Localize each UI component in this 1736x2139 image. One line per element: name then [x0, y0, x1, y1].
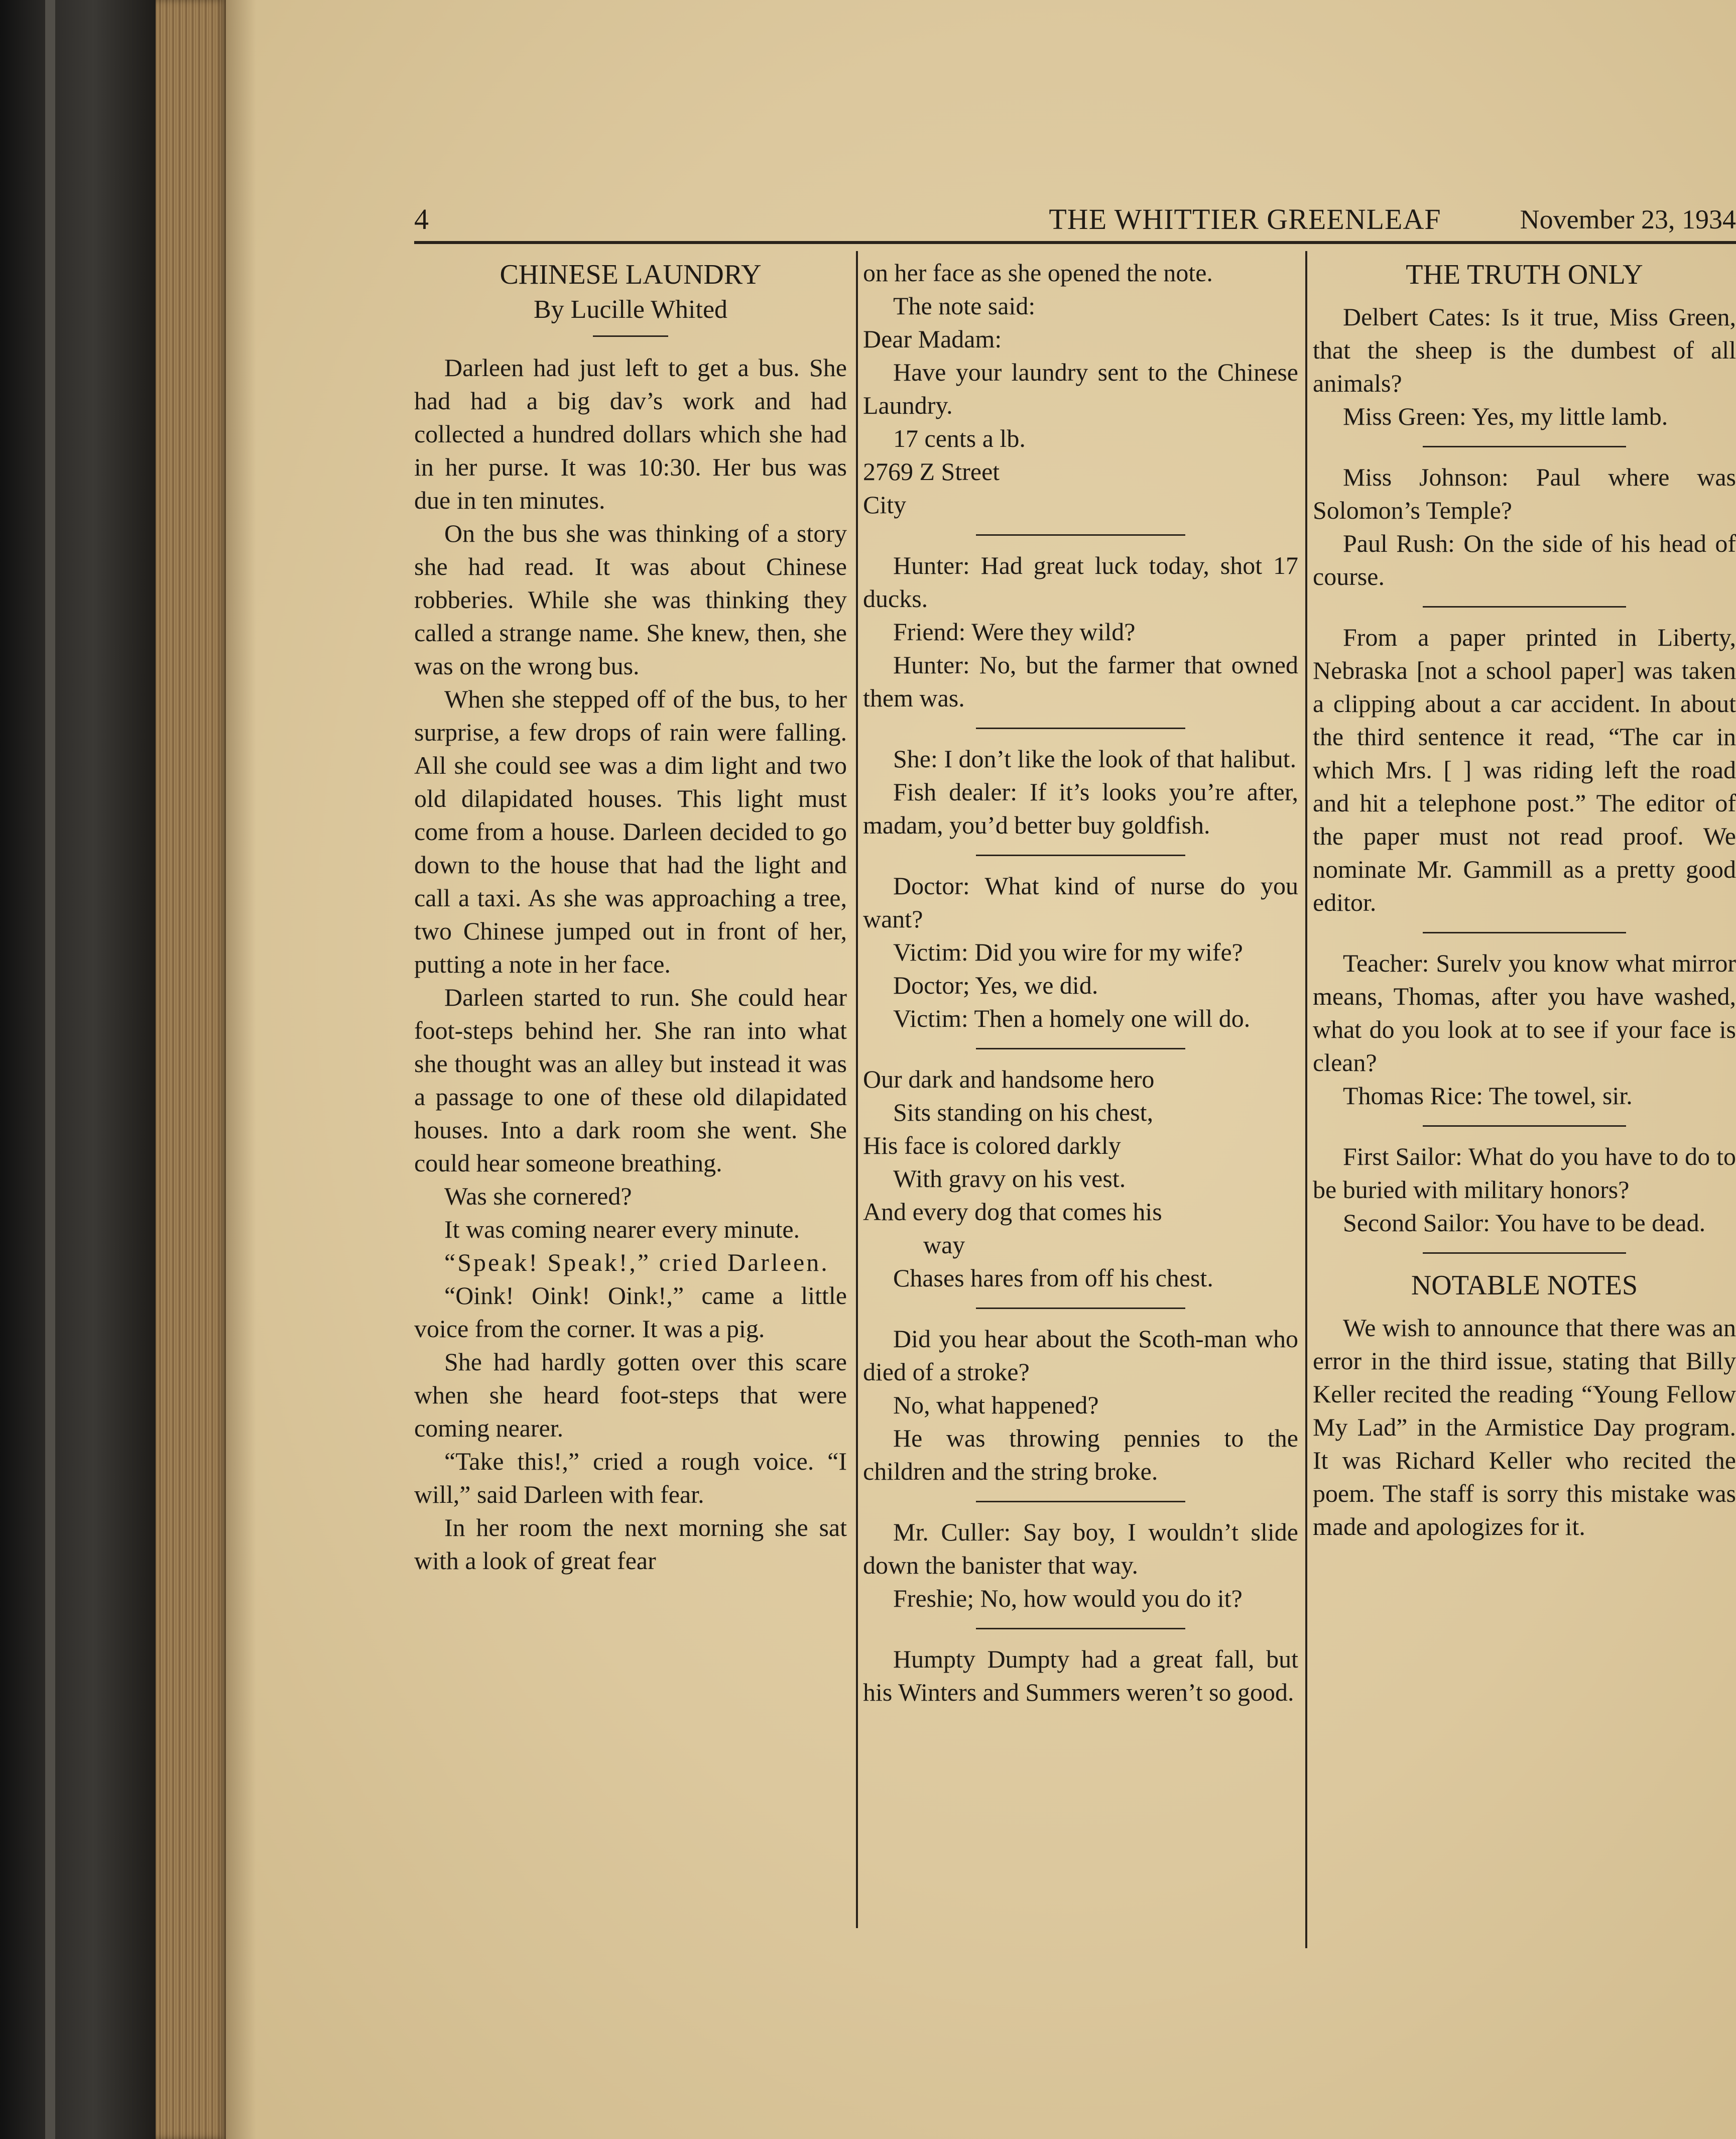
story-paragraph: “Take this!,” cried a rough voice. “I will,” said Darleen with fear. [414, 1447, 847, 1508]
notes-paragraph: We wish to announce that there was an error in the third issue, stating that Billy Keller recited the reading “Young Fellow My Lad” in the Armistice Day program. It was Richard Keller who recited the poem. The staff is sorry this mistake was made and apologizes for it. [1313, 1314, 1736, 1540]
poem-line: way [923, 1231, 965, 1259]
joke-line: Teacher: Surelv you know what mirror means, Thomas, after you have washed, what do you look at to see if your face is clean? [1313, 949, 1736, 1077]
masthead-title: THE WHITTIER GREENLEAF [1049, 203, 1441, 235]
joke-line: She: I don’t like the look of that halibut. [893, 745, 1297, 773]
joke-line: He was throwing pennies to the children and the string broke. [863, 1424, 1298, 1485]
column-chinese-laundry [414, 256, 847, 1577]
cover-edge [45, 0, 55, 2139]
divider [1423, 1125, 1626, 1127]
joke-line: Mr. Culler: Say boy, I wouldn’t slide down the banister that way. [863, 1518, 1298, 1579]
divider [976, 855, 1185, 856]
divider [1423, 446, 1626, 447]
section-title: THE TRUTH ONLY [1406, 259, 1643, 290]
joke-line: Miss Green: Yes, my little lamb. [1343, 402, 1668, 430]
newspaper-page [226, 0, 1736, 2139]
page-header [414, 201, 1736, 246]
joke-line: Doctor; Yes, we did. [893, 971, 1098, 999]
divider [976, 1628, 1185, 1629]
joke-line: Second Sailor: You have to be dead. [1343, 1209, 1706, 1237]
column-divider [1305, 251, 1307, 1948]
story-byline: By Lucille Whited [533, 295, 728, 324]
note-price: 17 cents a lb. [893, 424, 1026, 452]
column-truth-only [1313, 256, 1736, 1543]
poem-line: Sits standing on his chest, [893, 1098, 1154, 1126]
header-rule [414, 241, 1736, 244]
joke-line: Hunter: No, but the farmer that owned them was. [863, 651, 1298, 712]
note-address: 2769 Z Street [863, 457, 1000, 486]
column-jokes [863, 256, 1298, 1709]
page-edges [156, 0, 226, 2139]
joke-line: Victim: Did you wire for my wife? [893, 938, 1243, 966]
joke-line: Doctor: What kind of nurse do you want? [863, 872, 1298, 933]
divider [976, 1501, 1185, 1502]
note-city: City [863, 491, 907, 519]
story-paragraph: “Oink! Oink! Oink!,” came a little voice from the corner. It was a pig. [414, 1281, 847, 1343]
story-paragraph: When she stepped off of the bus, to her surprise, a few drops of rain were falling. All she could see was a dim light and two old dilapidated houses. This light must come from a house. Darleen decided to go down to the house that had the light and call a taxi. As she was approaching a tree, two Chinese jumped out in front of her, putting a note in her face. [414, 685, 847, 978]
story-paragraph: Was she cornered? [444, 1182, 632, 1210]
divider [593, 335, 668, 337]
joke-line: Paul Rush: On the side of his head of course. [1313, 529, 1736, 590]
note-salutation: Dear Madam: [863, 325, 1002, 353]
joke-line: No, what happened? [893, 1391, 1099, 1419]
clipping-paragraph: From a paper printed in Liberty, Nebraska [not a school paper] was taken a clipping about a car accident. In about the third sentence it read, “The car in which Mrs. [ ] was riding left the road and hit a telephone post.” The editor of the paper must not read proof. We nominate Mr. Gammill as a pretty good editor. [1313, 623, 1736, 916]
joke-line: Delbert Cates: Is it true, Miss Green, that the sheep is the dumbest of all animals? [1313, 303, 1736, 397]
poem-line: With gravy on his vest. [893, 1164, 1126, 1193]
story-continuation: on her face as she opened the note. [863, 259, 1213, 287]
story-paragraph: “Speak! Speak!,” cried Darleen. [444, 1248, 829, 1276]
joke-line: Victim: Then a homely one will do. [893, 1004, 1251, 1032]
joke-line: Fish dealer: If it’s looks you’re after, madam, you’d better buy goldfish. [863, 778, 1298, 839]
divider [976, 534, 1185, 536]
section-title: NOTABLE NOTES [1411, 1270, 1638, 1301]
divider [976, 1048, 1185, 1049]
book-binding [0, 0, 156, 2139]
story-paragraph: Darleen had just left to get a bus. She had had a big dav’s work and had collected a hundred dollars which she had in her purse. It was 10:30. Her bus was due in ten minutes. [414, 353, 847, 514]
story-paragraph: On the bus she was thinking of a story she had read. It was about Chinese robberies. While she was thinking they called a strange name. She knew, then, she was on the wrong bus. [414, 519, 847, 680]
story-paragraph: She had hardly gotten over this scare when she heard foot-steps that were coming nearer. [414, 1348, 847, 1442]
poem-line: Chases hares from off his chest. [893, 1264, 1213, 1292]
note-body: Have your laundry sent to the Chinese Laundry. [863, 358, 1298, 419]
divider [1423, 606, 1626, 608]
joke-line: Did you hear about the Scoth-man who died of a stroke? [863, 1325, 1298, 1386]
divider [976, 728, 1185, 729]
poem-line: Our dark and handsome hero [863, 1065, 1155, 1093]
page-number: 4 [414, 203, 429, 235]
story-paragraph: It was coming nearer every minute. [444, 1215, 800, 1243]
divider [1423, 932, 1626, 933]
joke-line: Freshie; No, how would you do it? [893, 1584, 1243, 1612]
joke-line: Humpty Dumpty had a great fall, but his Winters and Summers weren’t so good. [863, 1645, 1298, 1706]
story-paragraph: Darleen started to run. She could hear foot-steps behind her. She ran into what she thought was an alley but instead it was a passage to one of these old dilapidated houses. Into a dark room she went. She could hear someone breathing. [414, 983, 847, 1177]
joke-line: First Sailor: What do you have to do to be buried with military honors? [1313, 1142, 1736, 1204]
divider [976, 1308, 1185, 1309]
divider [1423, 1252, 1626, 1254]
joke-line: Hunter: Had great luck today, shot 17 ducks. [863, 551, 1298, 613]
note-intro: The note said: [893, 292, 1036, 320]
story-paragraph: In her room the next morning she sat with a look of great fear [414, 1513, 847, 1575]
column-divider [856, 251, 858, 1928]
issue-date: November 23, 1934 [1520, 204, 1736, 234]
poem-line: His face is colored darkly [863, 1131, 1121, 1159]
joke-line: Friend: Were they wild? [893, 618, 1136, 646]
joke-line: Miss Johnson: Paul where was Solomon’s Temple? [1313, 463, 1736, 524]
story-title: CHINESE LAUNDRY [500, 259, 762, 290]
joke-line: Thomas Rice: The towel, sir. [1343, 1082, 1633, 1110]
poem-line: And every dog that comes his [863, 1198, 1162, 1226]
